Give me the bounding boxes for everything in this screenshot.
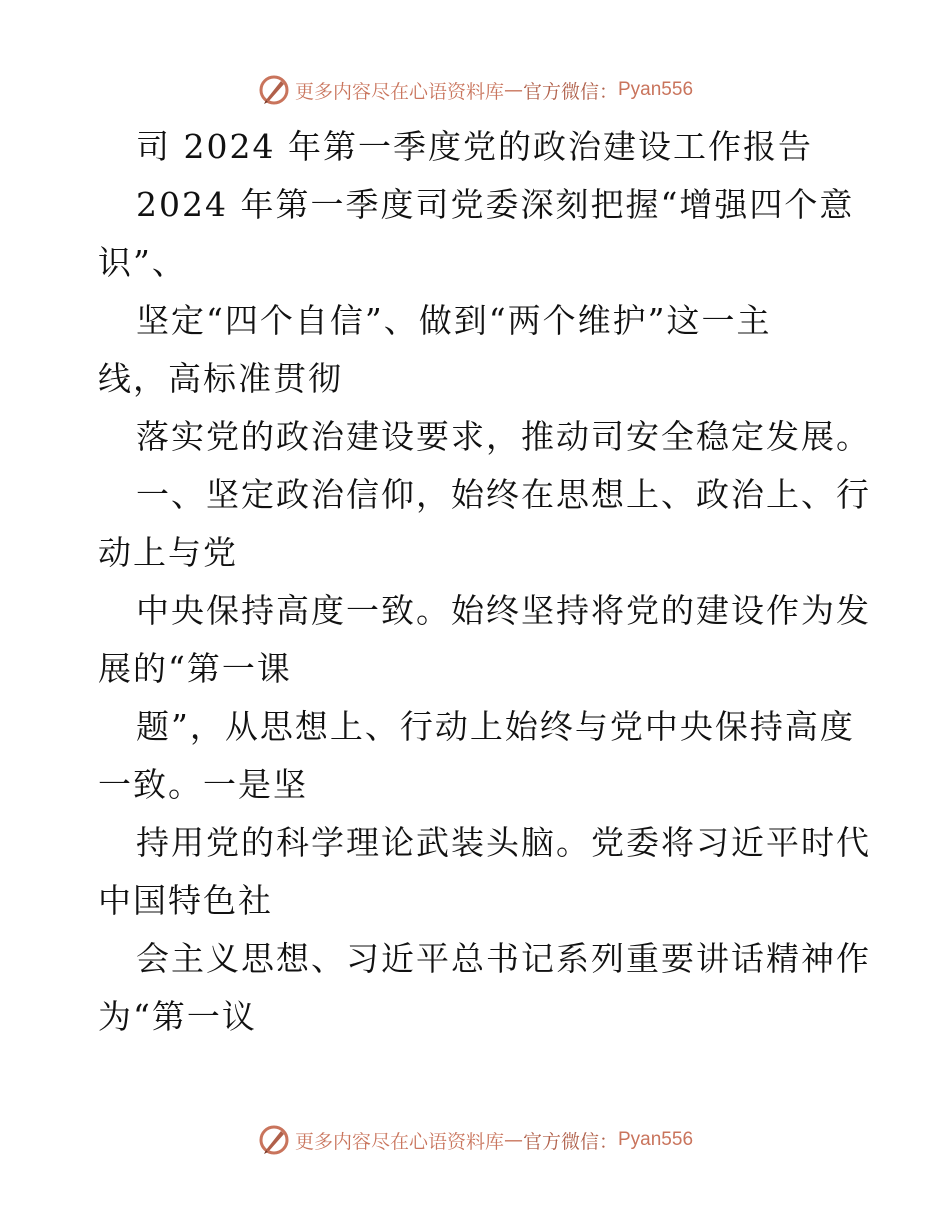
paragraph-line: 2024 年第一季度司党委深刻把握“增强四个意 [136, 185, 855, 224]
paragraph-line: 会主义思想、习近平总书记系列重要讲话精神作 [136, 939, 871, 978]
watermark-wechat-label: 官方微信： [522, 80, 618, 103]
watermark-footer [0, 1120, 950, 1160]
paragraph-line: 展的“第一课 [98, 649, 292, 688]
section-heading-line: 一、坚定政治信仰，始终在思想上、政治上、行 [136, 475, 871, 514]
watermark-header [0, 70, 950, 110]
watermark-wechat-id: Pyan556 [618, 79, 694, 100]
watermark-dash: — [503, 79, 523, 101]
paragraph-line: 中央保持高度一致。始终坚持将党的建设作为发 [136, 591, 871, 630]
paragraph-line: 为“第一议 [98, 997, 257, 1036]
watermark-wechat-label: 官方微信： [522, 1130, 618, 1153]
paragraph-line: 中国特色社 [98, 881, 273, 920]
document-title: 司 2024 年第一季度党的政治建设工作报告 [136, 127, 813, 166]
paragraph-line: 题”，从思想上、行动上始终与党中央保持高度 [136, 707, 855, 746]
paragraph-line: 坚定“四个自信”、做到“两个维护”这一主 [136, 301, 772, 340]
quill-pen-circle-icon [257, 73, 291, 107]
quill-pen-circle-icon [257, 1123, 291, 1157]
watermark-wechat-id: Pyan556 [618, 1129, 694, 1150]
paragraph-line: 识”、 [98, 243, 187, 282]
watermark-dash: — [503, 1129, 523, 1151]
paragraph-line: 落实党的政治建设要求，推动司安全稳定发展。 [136, 417, 871, 456]
paragraph-line: 动上与党 [98, 533, 238, 572]
watermark-text: 更多内容尽在心语资料库 [294, 80, 504, 103]
paragraph-line: 一致。一是坚 [98, 765, 308, 804]
watermark-text: 更多内容尽在心语资料库 [294, 1130, 504, 1153]
paragraph-line: 持用党的科学理论武装头脑。党委将习近平时代 [136, 823, 871, 862]
paragraph-line: 线，高标准贯彻 [98, 359, 343, 398]
